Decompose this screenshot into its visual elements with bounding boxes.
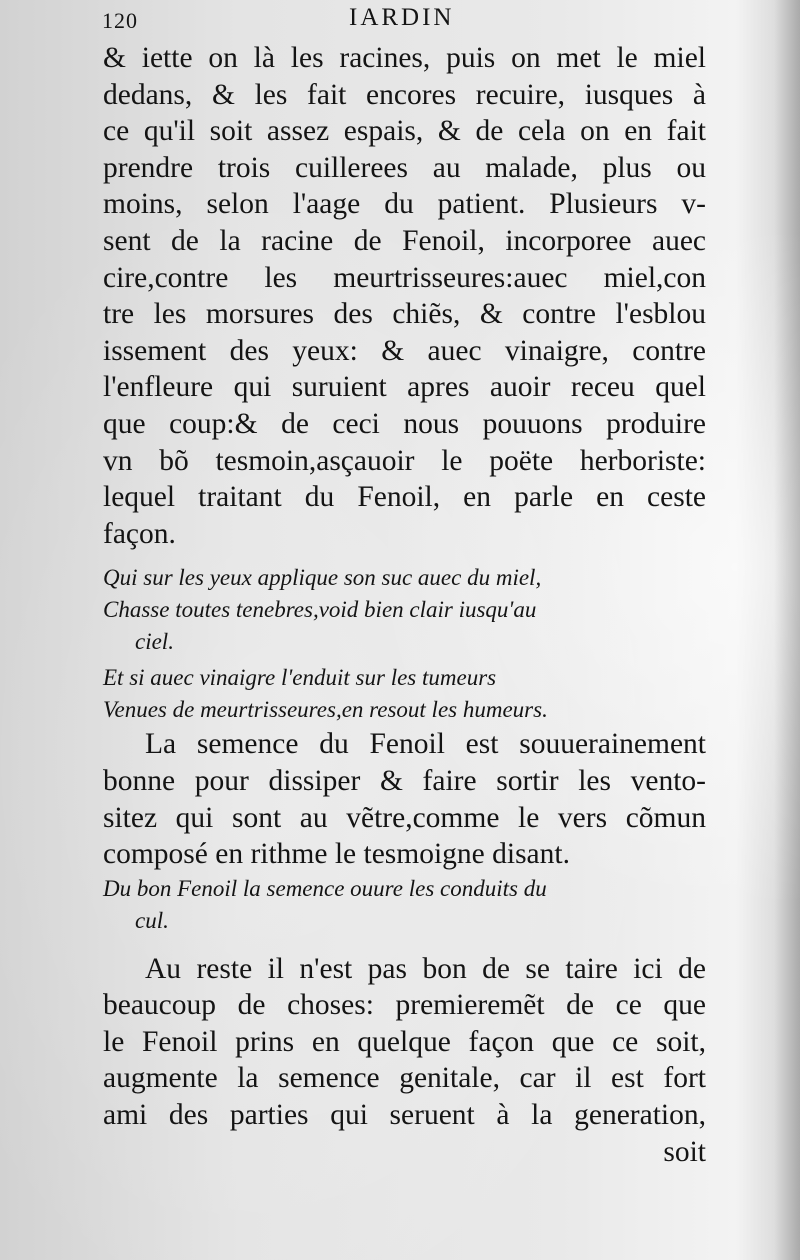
verse-quote-1: [103, 562, 706, 726]
text-line: dedans, & les fait encores recuire, iusques à: [103, 78, 706, 111]
running-head: IARDIN: [349, 4, 455, 31]
paragraph-2: [103, 726, 706, 872]
text-line: augmente la semence genitale, car il est fort: [103, 1062, 706, 1095]
verse-line: ciel.: [135, 629, 174, 655]
text-line: façon.: [103, 517, 176, 550]
text-line: ce qu'il soit assez espais, & de cela on en fait: [103, 115, 706, 148]
text-line: vn bõ tesmoin,asçauoir le poëte herboriste:: [103, 444, 706, 477]
verse-line: Venues de meurtrisseures,en resout les humeurs.: [103, 697, 548, 723]
text-line: prendre trois cuillerees au malade, plus ou: [103, 151, 706, 184]
text-line: & iette on là les racines, puis on met le miel: [103, 42, 706, 74]
verse-line: Chasse toutes tenebres,void bien clair iusqu'au: [103, 597, 537, 623]
verse-line: cul.: [135, 907, 169, 933]
text-line: sent de la racine de Fenoil, incorporee auec: [103, 224, 706, 257]
text-line: composé en rithme le tesmoigne disant.: [103, 838, 570, 871]
text-line: lequel traitant du Fenoil, en parle en ceste: [103, 481, 706, 514]
text-line: bonne pour dissiper & faire sortir les vento-: [103, 764, 706, 797]
spacer: [103, 937, 706, 951]
text-line: Au reste il n'est pas bon de se taire ici de: [145, 952, 706, 985]
text-line: le Fenoil prins en quelque façon que ce soit,: [103, 1025, 706, 1058]
page-number: 120: [102, 8, 138, 33]
paragraph-1: [103, 40, 706, 552]
text-block: [103, 40, 706, 1170]
text-line: que coup:& de ceci nous pouuons produire: [103, 407, 706, 440]
catchword: soit: [663, 1135, 706, 1168]
text-line: l'enfleure qui suruient apres auoir receu quel: [103, 371, 706, 404]
text-line: sitez qui sont au vẽtre,comme le vers cõmun: [103, 801, 706, 834]
verse-line: Du bon Fenoil la semence ouure les conduits du: [103, 875, 547, 901]
page-edge-shadow: [774, 0, 800, 1260]
verse-line: Et si auec vinaigre l'enduit sur les tumeurs: [103, 665, 497, 691]
text-line: tre les morsures des chiẽs, & contre l'esblou: [103, 298, 706, 331]
text-line: La semence du Fenoil est souuerainement: [145, 728, 706, 761]
spacer: [103, 552, 706, 562]
page-header: [102, 4, 702, 36]
paragraph-3: [103, 951, 706, 1171]
text-line: moins, selon l'aage du patient. Plusieurs v-: [103, 188, 706, 221]
text-line: issement des yeux: & auec vinaigre, contre: [103, 334, 706, 367]
text-line: beaucoup de choses: premieremẽt de ce que: [103, 989, 706, 1022]
text-line: cire,contre les meurtrisseures:auec miel,con: [103, 261, 706, 294]
verse-line: Qui sur les yeux applique son suc auec du miel,: [103, 565, 542, 591]
text-line: ami des parties qui seruent à la generation,: [103, 1099, 706, 1132]
verse-quote-2: [103, 873, 706, 937]
